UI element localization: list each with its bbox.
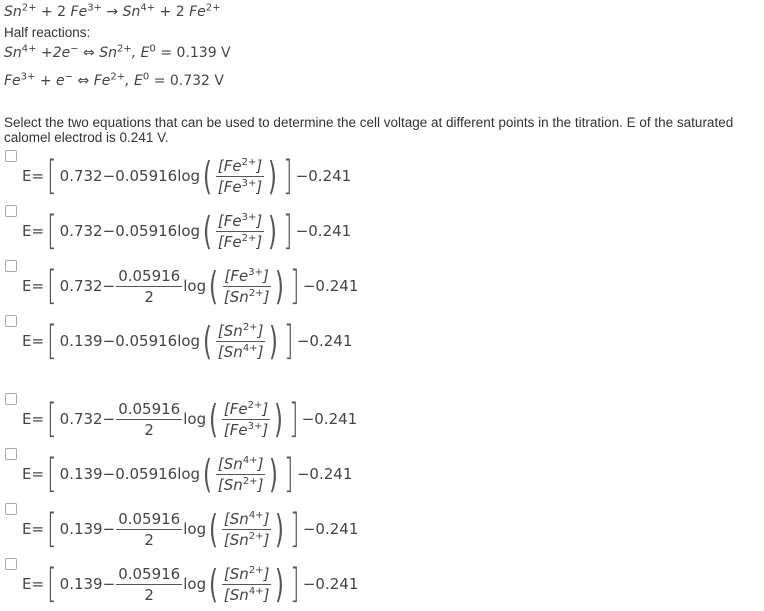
close-paren: ) [275,507,285,551]
ratio-numerator [216,212,264,232]
calomel-correction: −0.241 [295,222,352,240]
standard-potential: 0.732 [59,277,103,295]
close-bracket: ] [284,318,294,364]
ratio-denominator [216,232,264,251]
answer-option [0,558,764,610]
ratio-numerator [216,455,266,475]
standard-potential: 0.732 [59,167,103,185]
ratio-numerator [216,157,264,177]
e0-value: = 0.732 V [149,73,224,89]
charge: 2+ [241,156,257,168]
charge: 4+ [140,2,156,14]
concentration: $[Sn^{2+}]$ [223,564,270,583]
concentration-ratio [216,212,264,251]
product-sn: Sn [122,4,141,20]
coefficient: 0.05916log [115,167,201,185]
close-bracket: ] [283,153,293,199]
charge: 3+ [241,177,257,189]
concentration: $[Sn^{2+}]$ [217,321,264,340]
answer-option [0,448,764,500]
open-bracket: [ [47,263,57,309]
species: Fe [223,232,242,251]
charge: 4+ [248,509,264,521]
charge: 3+ [20,71,36,83]
charge: 3+ [241,211,257,223]
ratio-denominator [216,475,266,494]
e0-label: , E [125,73,143,89]
open-paren: ( [203,319,212,363]
charge: 3+ [247,420,263,432]
charge: 2+ [247,399,263,411]
coefficient-fraction [116,510,182,549]
close-bracket: ] [290,561,300,607]
charge: 4+ [21,43,37,55]
half-reaction-sn [4,45,231,61]
species: Sn [229,287,249,306]
concentration: $[Fe^{3+}]$ [217,177,263,196]
equilibrium-arrow: ⇔ [73,73,94,89]
minus-sign: − [102,222,116,240]
concentration: $[Sn^{4+}]$ [223,509,270,528]
ratio-denominator [216,177,264,196]
option-checkbox[interactable] [5,558,17,570]
concentration: $[Sn^{4+}]$ [223,585,270,604]
standard-potential: 0.732 [59,222,103,240]
species: Fe [229,399,248,418]
species: Sn [4,45,22,61]
option-checkbox[interactable] [5,393,17,405]
e0-sup: 0 [142,71,150,83]
log-label: log [183,520,207,538]
standard-potential: 0.139 [59,520,103,538]
calomel-correction: −0.241 [295,167,352,185]
standard-potential: 0.139 [59,575,103,593]
coefficient: 0.05916log [115,222,201,240]
open-bracket: [ [47,506,57,552]
charge: − [64,71,74,83]
species: Fe [93,73,111,89]
e-equals: E= [22,277,45,295]
formula [22,315,352,367]
calomel-correction: −0.241 [301,410,358,428]
concentration: $[Sn^{4+}]$ [217,454,264,473]
answer-option [0,315,764,367]
e0-value: = 0.139 V [155,45,231,61]
e-equals: E= [22,332,45,350]
species: Fe [223,211,242,230]
e0-label: , E [131,45,150,61]
answer-option [0,260,764,312]
open-paren: ( [209,562,218,606]
e-equals: E= [22,167,45,185]
concentration: $[Fe^{2+}]$ [223,399,269,418]
species: Fe [230,266,249,285]
species: Fe [229,420,248,439]
concentration: $[Sn^{2+}]$ [223,530,270,549]
option-checkbox[interactable] [5,150,17,162]
close-bracket: ] [284,451,294,497]
close-bracket: ] [290,263,300,309]
open-paren: ( [209,507,218,551]
coefficient-numerator: 0.05916 [118,564,181,583]
formula [22,558,358,610]
e-equals: E= [22,222,45,240]
overall-reaction [4,4,221,20]
charge: 2+ [241,232,257,244]
close-paren: ) [269,452,279,496]
standard-potential: 0.732 [59,410,103,428]
coefficient-numerator: 0.05916 [118,509,181,528]
close-paren: ) [275,264,285,308]
open-paren: ( [203,209,212,253]
concentration: $[Sn^{4+}]$ [217,342,264,361]
species: Sn [99,45,118,61]
concentration: $[Fe^{3+}]$ [217,211,263,230]
species: Fe [4,73,21,89]
coefficient-fraction [116,267,182,306]
log-label: log [183,277,207,295]
equilibrium-arrow: ⇔ [78,45,100,61]
half-reactions-heading: Half reactions: [4,25,91,40]
concentration: $[Fe^{3+}]$ [224,266,269,285]
coefficient: 0.05916log [115,465,201,483]
close-paren: ) [268,209,278,253]
formula [22,150,351,202]
formula [22,260,358,312]
answer-option [0,205,764,257]
minus-sign: − [102,332,116,350]
coefficient-fraction [116,400,182,439]
reactant-sn: Sn [4,4,22,20]
option-checkbox[interactable] [5,260,17,272]
minus-sign: − [102,575,116,593]
answer-option [0,503,764,555]
electrons: +2e [36,45,71,61]
species: Sn [223,475,243,494]
concentration-ratio [216,322,266,361]
standard-potential: 0.139 [59,332,103,350]
charge: 2+ [248,564,264,576]
open-bracket: [ [47,451,57,497]
ratio-numerator [222,400,270,420]
ratio-denominator [216,342,266,361]
open-bracket: [ [47,153,57,199]
coefficient-denominator: 2 [144,287,154,306]
charge: 2+ [110,71,126,83]
reaction-arrow: → [101,4,123,20]
option-checkbox[interactable] [5,315,17,327]
charge: 3+ [87,2,102,14]
species: Sn [223,454,243,473]
charge: 2+ [117,43,132,55]
formula [22,503,358,555]
charge: 2+ [242,475,258,487]
coefficient-denominator: 2 [144,585,154,604]
species: Fe [223,156,242,175]
open-bracket: [ [47,318,57,364]
product-fe: Fe [189,4,206,20]
e-equals: E= [22,520,45,538]
e-equals: E= [22,410,45,428]
open-paren: ( [209,264,218,308]
formula [22,448,352,500]
log-label: log [183,410,207,428]
ratio-denominator [222,287,272,306]
ratio-numerator [223,267,271,287]
open-paren: ( [209,397,218,441]
concentration: $[Sn^{2+}]$ [223,287,270,306]
log-label: log [183,575,207,593]
minus-sign: − [102,465,116,483]
open-bracket: [ [47,208,57,254]
answer-option [0,150,764,202]
species: Sn [229,564,249,583]
ratio-numerator [222,565,272,585]
charge: 2+ [205,2,221,14]
calomel-correction: −0.241 [296,332,353,350]
coefficient-numerator: 0.05916 [118,266,181,285]
minus-sign: − [102,167,116,185]
close-paren: ) [274,397,284,441]
concentration: $[Fe^{2+}]$ [217,156,263,175]
plus-coef: + 2 [155,4,190,20]
calomel-correction: −0.241 [302,277,359,295]
minus-sign: − [102,520,116,538]
option-checkbox[interactable] [5,503,17,515]
close-bracket: ] [290,506,300,552]
species: Sn [229,530,249,549]
close-paren: ) [268,154,278,198]
coefficient-denominator: 2 [144,420,154,439]
minus-sign: − [102,410,116,428]
coefficient: 0.05916log [115,332,201,350]
concentration-ratio [216,455,266,494]
concentration-ratio [222,510,272,549]
charge: 2+ [242,321,258,333]
charge: 2+ [21,2,37,14]
close-paren: ) [275,562,285,606]
calomel-correction: −0.241 [302,520,359,538]
electrons: + e [35,73,65,89]
half-reaction-fe [4,73,224,89]
concentration-ratio [222,400,270,439]
reactant-fe: Fe [70,4,88,20]
charge: 4+ [242,454,258,466]
close-bracket: ] [289,396,299,442]
charge: 3+ [248,266,263,278]
minus-sign: − [102,277,116,295]
ratio-denominator [222,420,270,439]
charge: 4+ [248,585,264,597]
concentration: $[Fe^{2+}]$ [217,232,263,251]
calomel-correction: −0.241 [302,575,359,593]
option-checkbox[interactable] [5,448,17,460]
charge: − [70,43,79,55]
question-text: Select the two equations that can be used to determine the cell voltage at different points in the titration. E of the saturated calomel electrod is 0.241 V. [4,115,734,145]
charge: 2+ [248,287,264,299]
formula [22,393,357,445]
close-bracket: ] [283,208,293,254]
charge: 2+ [248,530,264,542]
coefficient-denominator: 2 [144,530,154,549]
concentration-ratio [222,267,272,306]
concentration: $[Sn^{2+}]$ [217,475,264,494]
open-paren: ( [203,452,212,496]
ratio-denominator [222,585,272,604]
formula [22,205,351,257]
close-paren: ) [269,319,279,363]
species: Fe [223,177,242,196]
coefficient-numerator: 0.05916 [118,399,181,418]
e-equals: E= [22,465,45,483]
open-paren: ( [203,154,212,198]
species: Sn [223,342,243,361]
ratio-numerator [216,322,266,342]
option-checkbox[interactable] [5,205,17,217]
species: Sn [229,585,249,604]
open-bracket: [ [47,561,57,607]
ratio-numerator [222,510,272,530]
species: Sn [229,509,249,528]
concentration-ratio [222,565,272,604]
answer-option [0,393,764,445]
open-bracket: [ [47,396,57,442]
e0-sup: 0 [149,43,156,55]
concentration: $[Fe^{3+}]$ [223,420,269,439]
plus-coef: + 2 [36,4,71,20]
coefficient-fraction [116,565,182,604]
charge: 4+ [242,342,258,354]
concentration-ratio [216,157,264,196]
ratio-denominator [222,530,272,549]
species: Sn [223,321,243,340]
standard-potential: 0.139 [59,465,103,483]
calomel-correction: −0.241 [296,465,353,483]
e-equals: E= [22,575,45,593]
